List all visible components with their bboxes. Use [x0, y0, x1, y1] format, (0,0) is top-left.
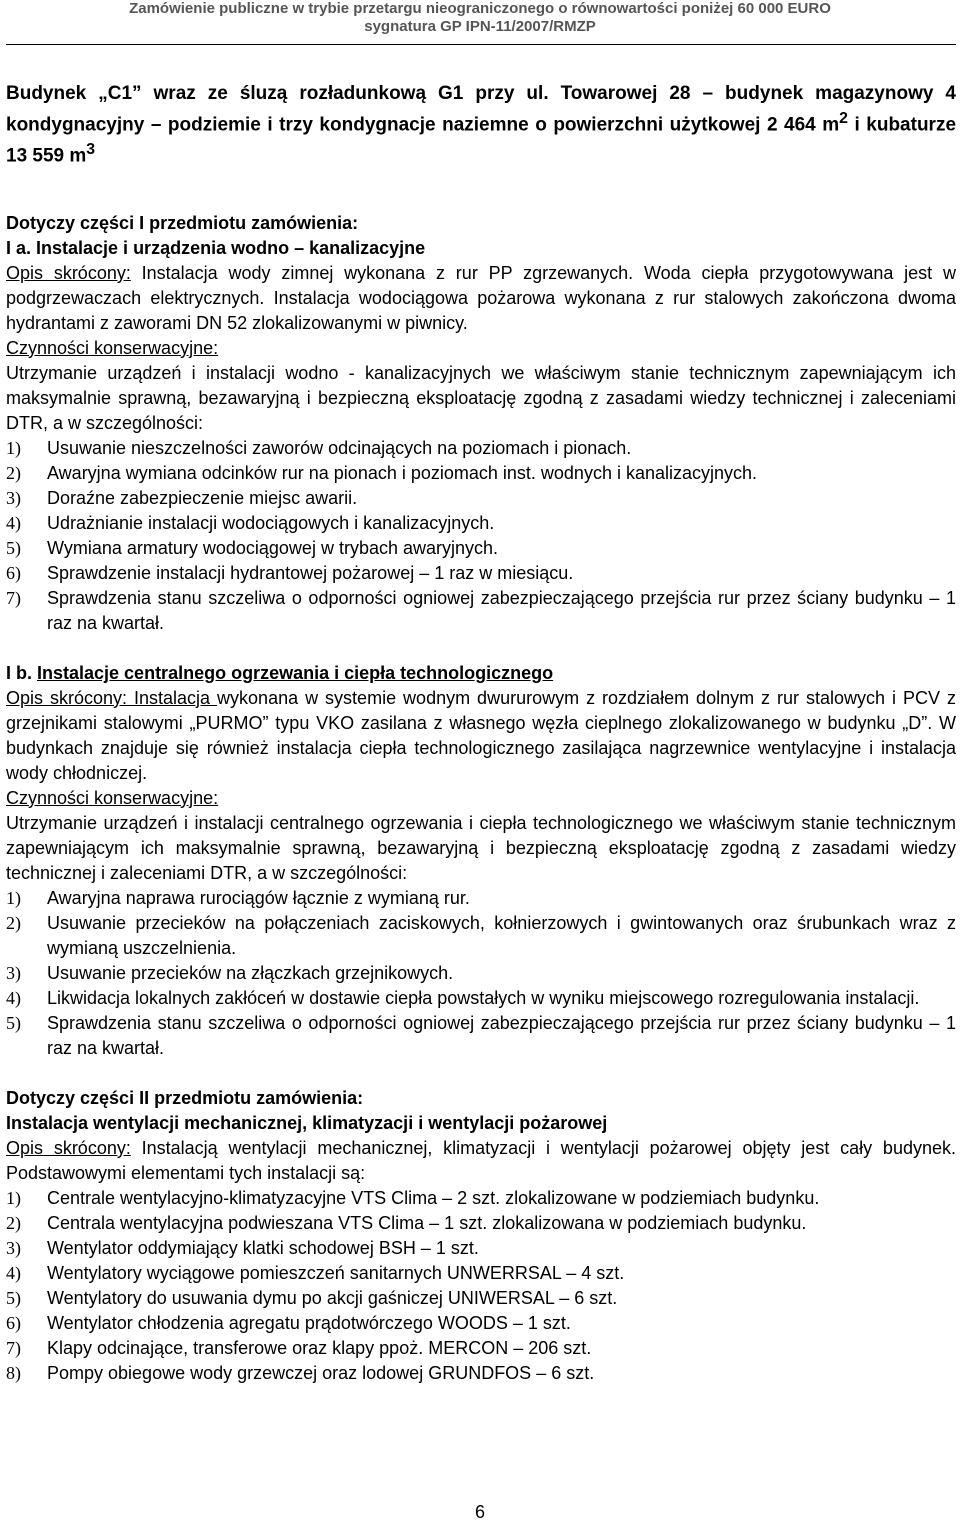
section-ia-list [6, 436, 956, 636]
list-item [6, 561, 956, 586]
list-item [6, 1361, 956, 1386]
section-ib-description: Opis skrócony: Instalacja wykonana w systemie wodnym dwururowym z rozdziałem dolnym z rur stalowych i PCV z grzejnikami stalowymi „PURMO” typu VKO zasilana z własnego węzła cieplnego zlokalizowanego w budynku „D”. W budynkach znajduje się również instalacja ciepła technologicznego zasilająca nagrzewnice wentylacyjne i instalacja wody chłodniczej. [6, 687, 957, 783]
list-item-text: Likwidacja lokalnych zakłóceń w dostawie ciepła powstałych w wyniku miejscowego rozregulowania instalacji. [47, 987, 920, 1008]
list-item-number: 2) [6, 1212, 21, 1233]
list-item-text: Sprawdzenia stanu szczeliwa o odporności ogniowej zabezpieczającego przejścia rur przez ściany budynku – 1 raz na kwartał. [47, 1012, 956, 1058]
list-item-text: Wymiana armatury wodociągowej w trybach awaryjnych. [47, 537, 499, 558]
list-item [6, 961, 956, 986]
list-item-text: Awaryjna naprawa rurociągów łącznie z wymianą rur. [47, 887, 470, 908]
list-item-text: Wentylatory do usuwania dymu po akcji gaśniczej UNIWERSAL – 6 szt. [47, 1287, 618, 1308]
list-item [6, 1186, 956, 1211]
list-item-text: Wentylatory wyciągowe pomieszczeń sanitarnych UNWERRSAL – 4 szt. [47, 1262, 625, 1283]
section-ib-maintenance-label: Czynności konserwacyjne: [6, 787, 219, 808]
part2-list [6, 1186, 956, 1386]
section-ia-description: Opis skrócony: Instalacja wody zimnej wykonana z rur PP zgrzewanych. Woda ciepła przygotowywana jest w podgrzewaczach elektrycznych. Instalacja wodociągowa pożarowa wykonana z rur stalowych zakończona dwoma hydrantami z zaworami DN 52 zlokalizowanymi w piwnicy. [6, 262, 956, 333]
list-item-number: 6) [6, 1312, 21, 1333]
list-item-number: 6) [6, 562, 21, 583]
list-item [6, 1011, 956, 1061]
header-line-1: Zamówienie publiczne w trybie przetargu nieograniczonego o równowartości poniżej 60 000 EURO [129, 0, 831, 17]
list-item [6, 461, 956, 486]
section-ia-title: I a. Instalacje i urządzenia wodno – kanalizacyjne [6, 237, 426, 258]
list-item-number: 1) [6, 1187, 21, 1208]
section-ib-title: I b. Instalacje centralnego ogrzewania i ciepła technologicznego [6, 662, 554, 683]
list-item [6, 886, 956, 911]
list-item [6, 1336, 956, 1361]
list-item-number: 4) [6, 1262, 21, 1283]
building-title: Budynek „C1” wraz ze śluzą rozładunkową G1 przy ul. Towarowej 28 – budynek magazynowy 4 kondygnacyjny – podziemie i trzy kondygnacje naziemne o powierzchni użytkowej 2 464 $m^2$ i kubaturze 13 559 $m^3$ [6, 83, 957, 167]
list-item-text: Pompy obiegowe wody grzewczej oraz lodowej GRUNDFOS – 6 szt. [47, 1362, 595, 1383]
list-item-number: 1) [6, 437, 21, 458]
list-item [6, 1261, 956, 1286]
header-rule [6, 44, 956, 45]
list-item-text: Sprawdzenie instalacji hydrantowej pożarowej – 1 raz w miesiącu. [47, 562, 574, 583]
list-item-text: Usuwanie przecieków na połączeniach zaciskowych, kołnierzowych i gwintowanych oraz śrubunkach wraz z wymianą uszczelnienia. [47, 912, 956, 958]
header-line-2: sygnatura GP IPN-11/2007/RMZP [364, 18, 596, 35]
list-item-number: 5) [6, 1287, 21, 1308]
list-item [6, 986, 956, 1011]
page-number: 6 [474, 1502, 485, 1522]
list-item [6, 1211, 956, 1236]
list-item-number: 2) [6, 462, 21, 483]
list-item-number: 7) [6, 1337, 21, 1358]
list-item-text: Awaryjna wymiana odcinków rur na pionach i poziomach inst. wodnych i kanalizacyjnych. [47, 462, 758, 483]
section-ia-maintenance-label: Czynności konserwacyjne: [6, 337, 219, 358]
list-item-number: 5) [6, 537, 21, 558]
list-item [6, 1311, 956, 1336]
list-item-number: 2) [6, 912, 21, 933]
list-item-text: Wentylator oddymiający klatki schodowej BSH – 1 szt. [47, 1237, 479, 1258]
section-ib-maintenance-text: Utrzymanie urządzeń i instalacji centralnego ogrzewania i ciepła technologicznego we właściwym stanie technicznym zapewniającym ich maksymalnie sprawną, bezawaryjną i bezpieczną eksploatację zgodną z zasadami wiedzy technicznej i zaleceniami DTR, a w szczególności: [6, 812, 956, 883]
section-ia-maintenance-text: Utrzymanie urządzeń i instalacji wodno - kanalizacyjnych we właściwym stanie technicznym zapewniającym ich maksymalnie sprawną, bezawaryjną i bezpieczną eksploatację zgodną z zasadami wiedzy technicznej i zaleceniami DTR, a w szczególności: [6, 362, 956, 433]
list-item [6, 536, 956, 561]
part2-heading: Dotyczy części II przedmiotu zamówienia: [6, 1087, 364, 1108]
list-item-number: 3) [6, 1237, 21, 1258]
list-item [6, 436, 956, 461]
list-item [6, 1286, 956, 1311]
list-item-number: 7) [6, 587, 21, 608]
list-item-number: 4) [6, 512, 21, 533]
list-item-text: Wentylator chłodzenia agregatu prądotwórczego WOODS – 1 szt. [47, 1312, 571, 1333]
list-item-number: 8) [6, 1362, 21, 1383]
part2-description: Opis skrócony: Instalacją wentylacji mechanicznej, klimatyzacji i wentylacji pożarowej objęty jest cały budynek. Podstawowymi elementami tych instalacji są: [6, 1137, 956, 1183]
list-item-text: Udrażnianie instalacji wodociągowych i kanalizacyjnych. [47, 512, 495, 533]
list-item-text: Usuwanie przecieków na złączkach grzejnikowych. [47, 962, 454, 983]
list-item-text: Centrale wentylacyjno-klimatyzacyjne VTS Clima – 2 szt. zlokalizowane w podziemiach budynku. [47, 1187, 820, 1208]
list-item-number: 1) [6, 887, 21, 908]
list-item [6, 911, 956, 961]
list-item-text: Klapy odcinające, transferowe oraz klapy ppoż. MERCON – 206 szt. [47, 1337, 592, 1358]
document-header [0, 0, 960, 36]
list-item-text: Usuwanie nieszczelności zaworów odcinających na poziomach i pionach. [47, 437, 632, 458]
part2-title: Instalacja wentylacji mechanicznej, klimatyzacji i wentylacji pożarowej [6, 1112, 608, 1133]
document-body [6, 62, 956, 1386]
list-item-text: Centrala wentylacyjna podwieszana VTS Clima – 1 szt. zlokalizowana w podziemiach budynku. [47, 1212, 807, 1233]
list-item [6, 1236, 956, 1261]
list-item-number: 3) [6, 962, 21, 983]
list-item-number: 5) [6, 1012, 21, 1033]
list-item [6, 586, 956, 636]
list-item-number: 4) [6, 987, 21, 1008]
list-item-text: Doraźne zabezpieczenie miejsc awarii. [47, 487, 358, 508]
list-item-text: Sprawdzenia stanu szczeliwa o odporności ogniowej zabezpieczającego przejścia rur przez ściany budynku – 1 raz na kwartał. [47, 587, 956, 633]
section-ib-list [6, 886, 956, 1061]
part1-heading: Dotyczy części I przedmiotu zamówienia: [6, 212, 359, 233]
list-item-number: 3) [6, 487, 21, 508]
list-item [6, 486, 956, 511]
list-item [6, 511, 956, 536]
